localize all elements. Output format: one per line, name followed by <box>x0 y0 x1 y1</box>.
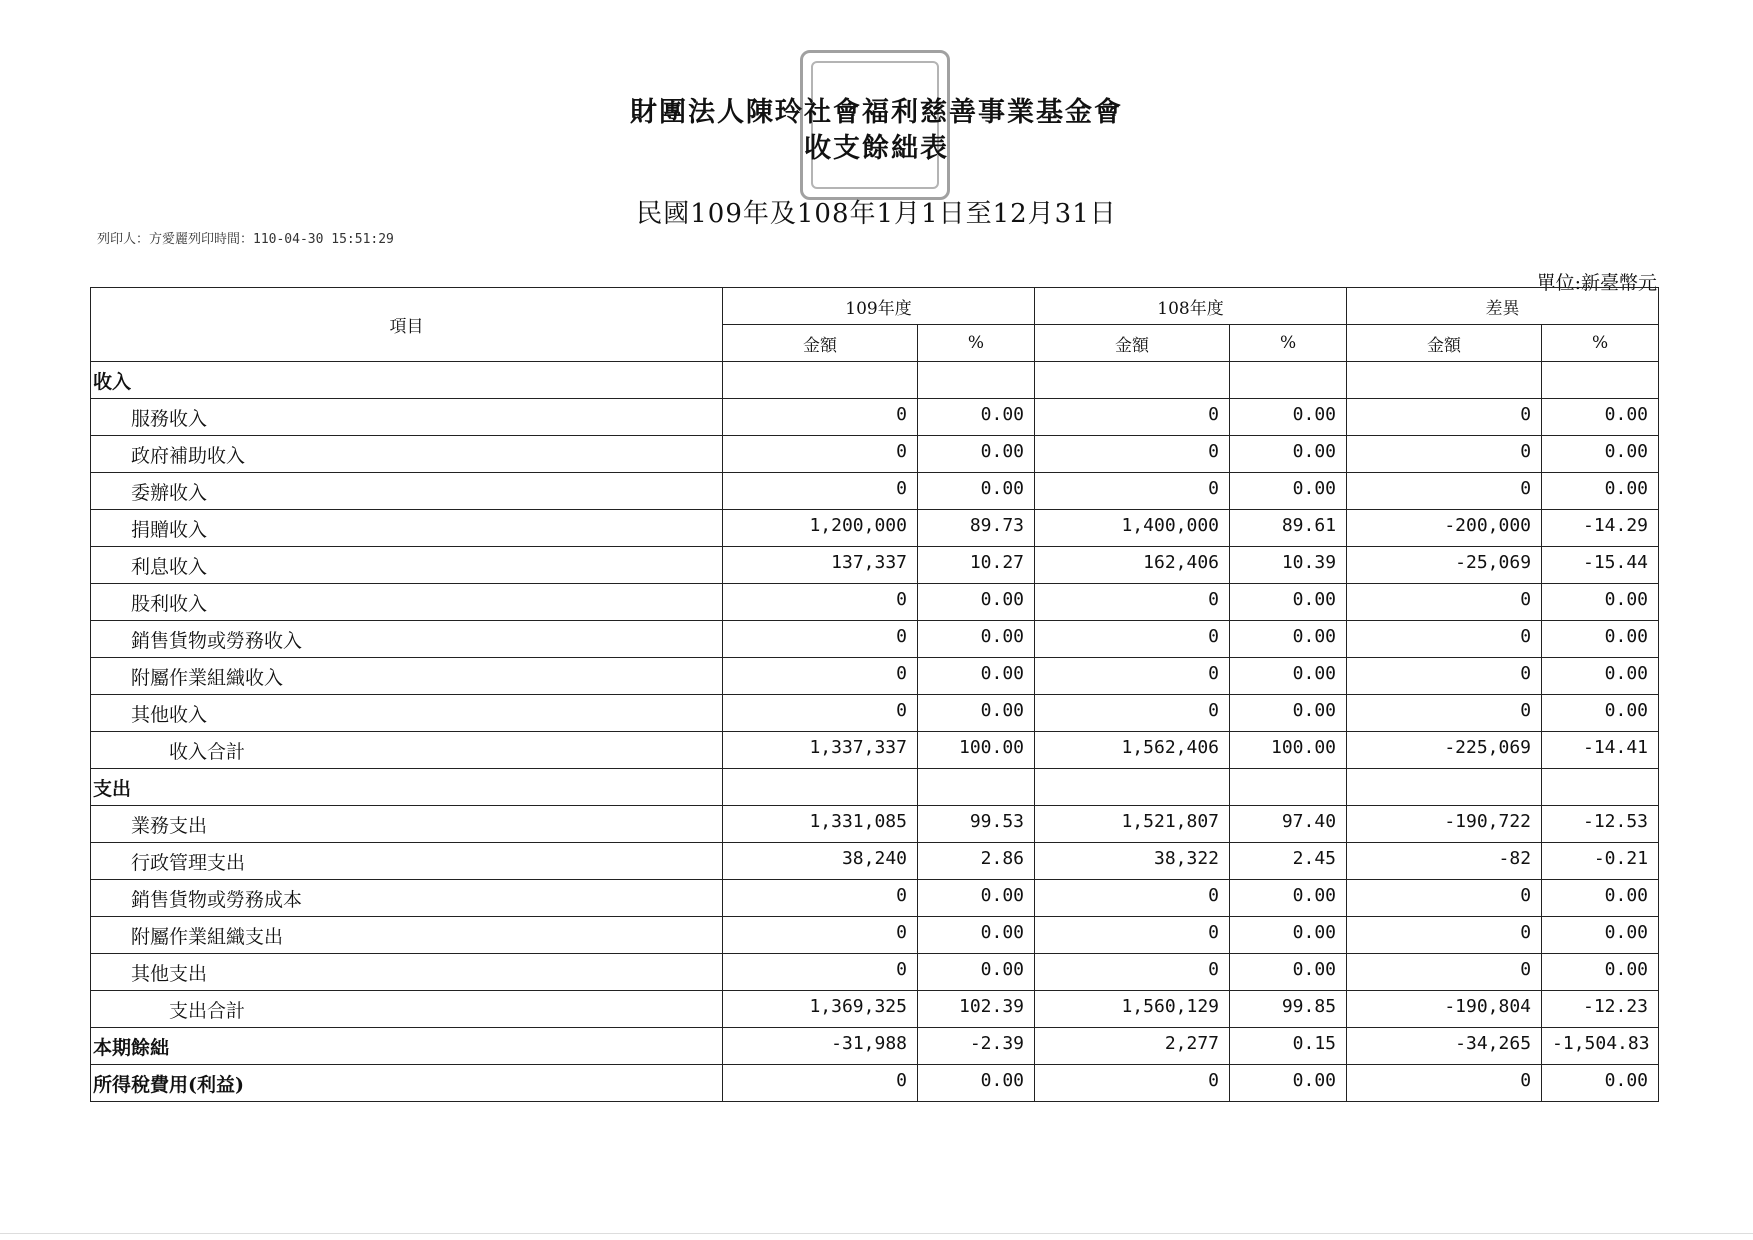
value-cell-p2: 0.00 <box>1230 621 1347 658</box>
value-cell-dp: -12.23 <box>1542 991 1659 1028</box>
row-label: 捐贈收入 <box>91 510 723 547</box>
page-edge-line <box>0 1233 1753 1234</box>
value-cell-d: -34,265 <box>1347 1028 1542 1065</box>
value-cell-d: -25,069 <box>1347 547 1542 584</box>
row-label: 附屬作業組織收入 <box>91 658 723 695</box>
section-label: 收入 <box>91 362 723 399</box>
empty-cell <box>1230 362 1347 399</box>
value-cell-a2: 162,406 <box>1035 547 1230 584</box>
empty-cell <box>918 362 1035 399</box>
value-cell-a2: 0 <box>1035 621 1230 658</box>
value-cell-d: -82 <box>1347 843 1542 880</box>
value-cell-d: 0 <box>1347 917 1542 954</box>
value-cell-dp: 0.00 <box>1542 658 1659 695</box>
value-cell-d: 0 <box>1347 658 1542 695</box>
value-cell-p1: 0.00 <box>918 399 1035 436</box>
value-cell-p2: 0.00 <box>1230 1065 1347 1102</box>
value-cell-a2: 0 <box>1035 695 1230 732</box>
row-label: 附屬作業組織支出 <box>91 917 723 954</box>
empty-cell <box>1035 362 1230 399</box>
value-cell-d: -225,069 <box>1347 732 1542 769</box>
row-label: 其他收入 <box>91 695 723 732</box>
value-cell-a2: 0 <box>1035 917 1230 954</box>
value-cell-d: -190,804 <box>1347 991 1542 1028</box>
value-cell-dp: 0.00 <box>1542 399 1659 436</box>
value-cell-dp: -14.41 <box>1542 732 1659 769</box>
value-cell-a1: 0 <box>723 584 918 621</box>
table-row <box>91 436 1659 473</box>
value-cell-p1: 99.53 <box>918 806 1035 843</box>
value-cell-p2: 0.00 <box>1230 954 1347 991</box>
header-row-years <box>91 288 1659 325</box>
value-cell-a2: 38,322 <box>1035 843 1230 880</box>
value-cell-d: -190,722 <box>1347 806 1542 843</box>
empty-cell <box>1035 769 1230 806</box>
table-row <box>91 880 1659 917</box>
value-cell-p1: 0.00 <box>918 917 1035 954</box>
row-label: 利息收入 <box>91 547 723 584</box>
table-row <box>91 510 1659 547</box>
value-cell-p2: 0.00 <box>1230 436 1347 473</box>
col-diff-header: 差異 <box>1347 288 1659 325</box>
value-cell-p2: 0.00 <box>1230 880 1347 917</box>
col-amount-header: 金額 <box>723 325 918 362</box>
row-label: 本期餘絀 <box>91 1028 723 1065</box>
value-cell-p1: 0.00 <box>918 473 1035 510</box>
value-cell-a1: 0 <box>723 917 918 954</box>
value-cell-p1: 0.00 <box>918 954 1035 991</box>
value-cell-a2: 1,400,000 <box>1035 510 1230 547</box>
row-label: 股利收入 <box>91 584 723 621</box>
table-row <box>91 621 1659 658</box>
value-cell-a2: 0 <box>1035 880 1230 917</box>
value-cell-p2: 99.85 <box>1230 991 1347 1028</box>
surplus-row <box>91 1028 1659 1065</box>
value-cell-a2: 0 <box>1035 658 1230 695</box>
value-cell-p2: 0.00 <box>1230 658 1347 695</box>
value-cell-p2: 97.40 <box>1230 806 1347 843</box>
row-label: 服務收入 <box>91 399 723 436</box>
empty-cell <box>1542 769 1659 806</box>
value-cell-a2: 1,560,129 <box>1035 991 1230 1028</box>
col-percent-header: % <box>918 325 1035 362</box>
table-row <box>91 584 1659 621</box>
value-cell-dp: -1,504.83 <box>1542 1028 1659 1065</box>
value-cell-a1: 1,331,085 <box>723 806 918 843</box>
value-cell-a1: -31,988 <box>723 1028 918 1065</box>
col-percent-header: % <box>1230 325 1347 362</box>
value-cell-d: 0 <box>1347 473 1542 510</box>
value-cell-dp: 0.00 <box>1542 695 1659 732</box>
value-cell-p2: 100.00 <box>1230 732 1347 769</box>
value-cell-a1: 38,240 <box>723 843 918 880</box>
value-cell-p2: 89.61 <box>1230 510 1347 547</box>
row-label: 銷售貨物或勞務成本 <box>91 880 723 917</box>
value-cell-dp: -12.53 <box>1542 806 1659 843</box>
section-row-income <box>91 362 1659 399</box>
table-row <box>91 399 1659 436</box>
tax-row <box>91 1065 1659 1102</box>
value-cell-d: 0 <box>1347 621 1542 658</box>
value-cell-a2: 1,521,807 <box>1035 806 1230 843</box>
value-cell-a1: 137,337 <box>723 547 918 584</box>
table-row <box>91 695 1659 732</box>
value-cell-a2: 0 <box>1035 473 1230 510</box>
value-cell-a1: 0 <box>723 658 918 695</box>
col-item-header: 項目 <box>91 288 723 362</box>
value-cell-a1: 0 <box>723 1065 918 1102</box>
table-row <box>91 843 1659 880</box>
value-cell-d: 0 <box>1347 584 1542 621</box>
table-body <box>91 362 1659 1102</box>
value-cell-a2: 1,562,406 <box>1035 732 1230 769</box>
income-statement-table <box>90 287 1659 1102</box>
value-cell-p1: 0.00 <box>918 621 1035 658</box>
empty-cell <box>723 769 918 806</box>
value-cell-p2: 2.45 <box>1230 843 1347 880</box>
table-row <box>91 658 1659 695</box>
row-label: 支出合計 <box>91 991 723 1028</box>
value-cell-p1: 0.00 <box>918 436 1035 473</box>
value-cell-a1: 1,337,337 <box>723 732 918 769</box>
col-amount-header: 金額 <box>1347 325 1542 362</box>
value-cell-dp: 0.00 <box>1542 621 1659 658</box>
value-cell-p1: 0.00 <box>918 695 1035 732</box>
value-cell-dp: -0.21 <box>1542 843 1659 880</box>
value-cell-a1: 0 <box>723 399 918 436</box>
value-cell-p1: 0.00 <box>918 880 1035 917</box>
value-cell-dp: -15.44 <box>1542 547 1659 584</box>
empty-cell <box>918 769 1035 806</box>
value-cell-dp: 0.00 <box>1542 954 1659 991</box>
col-108-header: 108年度 <box>1035 288 1347 325</box>
value-cell-dp: 0.00 <box>1542 473 1659 510</box>
income-total-row <box>91 732 1659 769</box>
value-cell-p1: 0.00 <box>918 1065 1035 1102</box>
col-109-header: 109年度 <box>723 288 1035 325</box>
value-cell-p1: -2.39 <box>918 1028 1035 1065</box>
value-cell-d: 0 <box>1347 880 1542 917</box>
col-percent-header: % <box>1542 325 1659 362</box>
value-cell-p1: 89.73 <box>918 510 1035 547</box>
empty-cell <box>723 362 918 399</box>
value-cell-dp: 0.00 <box>1542 880 1659 917</box>
value-cell-p1: 10.27 <box>918 547 1035 584</box>
row-label: 銷售貨物或勞務收入 <box>91 621 723 658</box>
currency-unit: 單位:新臺幣元 <box>1536 272 1657 294</box>
value-cell-p2: 10.39 <box>1230 547 1347 584</box>
empty-cell <box>1347 362 1542 399</box>
value-cell-p1: 102.39 <box>918 991 1035 1028</box>
value-cell-a1: 0 <box>723 436 918 473</box>
value-cell-dp: 0.00 <box>1542 436 1659 473</box>
value-cell-a2: 0 <box>1035 436 1230 473</box>
value-cell-a1: 0 <box>723 954 918 991</box>
empty-cell <box>1542 362 1659 399</box>
value-cell-dp: 0.00 <box>1542 584 1659 621</box>
value-cell-a2: 0 <box>1035 584 1230 621</box>
row-label: 業務支出 <box>91 806 723 843</box>
value-cell-d: 0 <box>1347 399 1542 436</box>
row-label: 行政管理支出 <box>91 843 723 880</box>
value-cell-a2: 0 <box>1035 954 1230 991</box>
row-label: 委辦收入 <box>91 473 723 510</box>
value-cell-a1: 1,369,325 <box>723 991 918 1028</box>
table-row <box>91 917 1659 954</box>
value-cell-a1: 0 <box>723 695 918 732</box>
value-cell-d: 0 <box>1347 954 1542 991</box>
row-label: 政府補助收入 <box>91 436 723 473</box>
value-cell-p2: 0.00 <box>1230 473 1347 510</box>
value-cell-dp: 0.00 <box>1542 917 1659 954</box>
report-title: 收支餘絀表 <box>804 133 949 164</box>
value-cell-a2: 2,277 <box>1035 1028 1230 1065</box>
value-cell-a1: 1,200,000 <box>723 510 918 547</box>
value-cell-p2: 0.00 <box>1230 917 1347 954</box>
value-cell-d: 0 <box>1347 436 1542 473</box>
row-label: 收入合計 <box>91 732 723 769</box>
report-period: 民國109年及108年1月1日至12月31日 <box>636 199 1117 229</box>
table-row <box>91 547 1659 584</box>
row-label: 所得稅費用(利益) <box>91 1065 723 1102</box>
table-row <box>91 954 1659 991</box>
value-cell-a1: 0 <box>723 880 918 917</box>
value-cell-d: -200,000 <box>1347 510 1542 547</box>
value-cell-a1: 0 <box>723 473 918 510</box>
value-cell-p1: 100.00 <box>918 732 1035 769</box>
value-cell-p2: 0.00 <box>1230 584 1347 621</box>
value-cell-p1: 2.86 <box>918 843 1035 880</box>
empty-cell <box>1347 769 1542 806</box>
print-info: 列印人：方愛麗列印時間：110-04-30 15:51:29 <box>97 232 394 247</box>
value-cell-a2: 0 <box>1035 399 1230 436</box>
value-cell-p1: 0.00 <box>918 658 1035 695</box>
value-cell-p1: 0.00 <box>918 584 1035 621</box>
section-label: 支出 <box>91 769 723 806</box>
value-cell-dp: -14.29 <box>1542 510 1659 547</box>
value-cell-p2: 0.00 <box>1230 695 1347 732</box>
expense-total-row <box>91 991 1659 1028</box>
section-row-expense <box>91 769 1659 806</box>
table-row <box>91 473 1659 510</box>
table-row <box>91 806 1659 843</box>
col-amount-header: 金額 <box>1035 325 1230 362</box>
value-cell-d: 0 <box>1347 695 1542 732</box>
value-cell-dp: 0.00 <box>1542 1065 1659 1102</box>
value-cell-p2: 0.00 <box>1230 399 1347 436</box>
value-cell-d: 0 <box>1347 1065 1542 1102</box>
value-cell-p2: 0.15 <box>1230 1028 1347 1065</box>
organization-name: 財團法人陳玲社會福利慈善事業基金會 <box>630 97 1123 128</box>
empty-cell <box>1230 769 1347 806</box>
value-cell-a2: 0 <box>1035 1065 1230 1102</box>
value-cell-a1: 0 <box>723 621 918 658</box>
row-label: 其他支出 <box>91 954 723 991</box>
